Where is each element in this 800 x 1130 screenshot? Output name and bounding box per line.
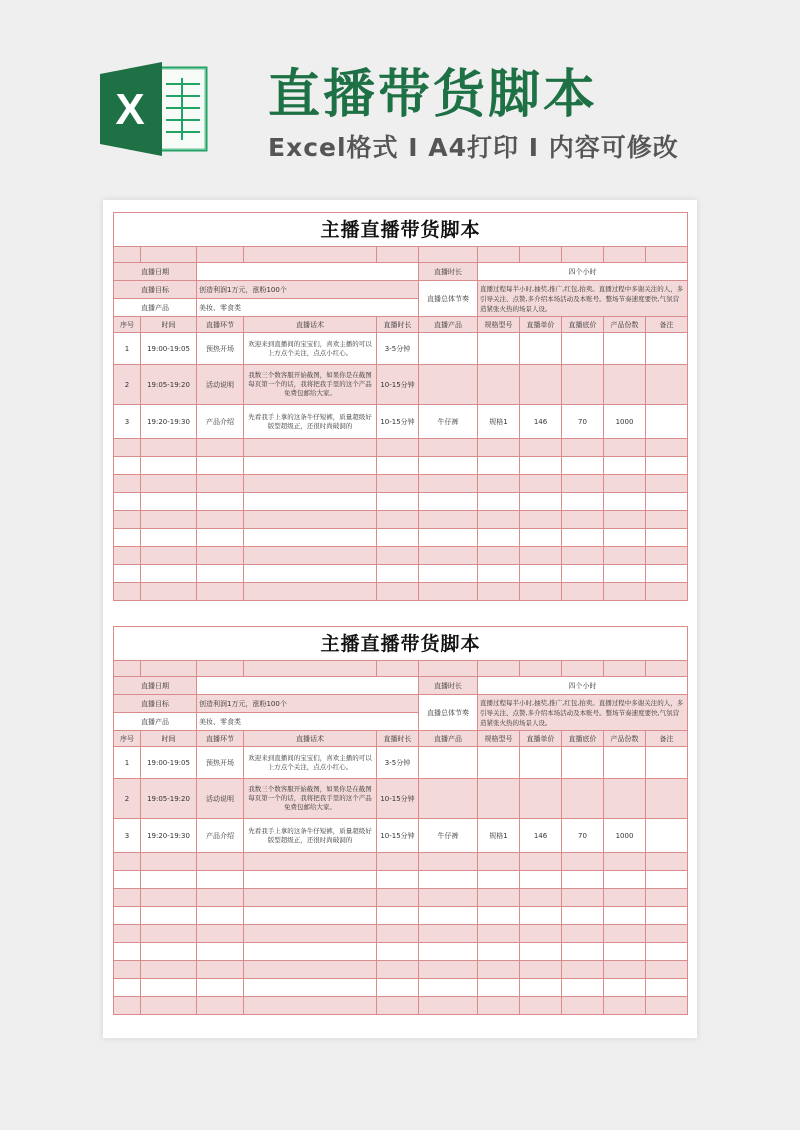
empty-row <box>114 475 688 493</box>
col-header: 规格型号 <box>478 317 520 333</box>
svg-text:X: X <box>115 85 145 134</box>
col-header: 直播产品 <box>419 317 478 333</box>
col-header: 直播底价 <box>562 731 604 747</box>
sheet-title: 主播直播带货脚本 <box>114 213 688 247</box>
empty-row <box>114 979 688 997</box>
table-row: 1 19:00-19:05 预热开场 欢迎来到直播间的宝宝们，喜欢主播的可以上方点个关注，点点小红心。 3-5分钟 <box>114 747 688 779</box>
duration-label: 直播时长 <box>419 263 478 281</box>
col-header: 备注 <box>646 731 688 747</box>
page-title: 直播带货脚本 <box>268 65 599 125</box>
sheet-title: 主播直播带货脚本 <box>114 627 688 661</box>
column-header-row <box>114 731 688 747</box>
rhythm-value[interactable]: 直播过程每半小时,抽奖,推广,红包,拍卖。直播过程中多谢关注的人，多引导关注、点赞,多介绍本场活动及本账号。整场节奏速度要快,气氛营造紧张火热的场景人设。 <box>478 281 688 317</box>
col-header: 直播时长 <box>377 731 419 747</box>
col-header: 直播产品 <box>419 731 478 747</box>
header-banner <box>0 0 800 200</box>
table-row: 3 19:20-19:30 产品介绍 先看我手上拿的这条牛仔短裤，质量超级好版型超级正，还很时尚破洞的 10-15分钟 牛仔裤 规格1 146 70 1000 <box>114 819 688 853</box>
date-label: 直播日期 <box>114 263 197 281</box>
table-row: 2 19:05-19:20 活动说明 我数三个数客服开始截图，如果你是在截图每页第一个的话，我将把我手里的这个产品免费包邮给大家。 10-15分钟 <box>114 365 688 405</box>
empty-row <box>114 961 688 979</box>
empty-row <box>114 853 688 871</box>
empty-row <box>114 511 688 529</box>
empty-row <box>114 583 688 601</box>
col-header: 直播时长 <box>377 317 419 333</box>
page-subtitle: Excel格式 I A4打印 I 内容可修改 <box>268 133 679 162</box>
col-header: 序号 <box>114 731 141 747</box>
empty-row <box>114 493 688 511</box>
table-row: 3 19:20-19:30 产品介绍 先看我手上拿的这条牛仔短裤，质量超级好版型超级正，还很时尚破洞的 10-15分钟 牛仔裤 规格1 146 70 1000 <box>114 405 688 439</box>
column-header-row <box>114 317 688 333</box>
rhythm-label: 直播总体节奏 <box>419 281 478 317</box>
goal-value[interactable]: 创造利润1万元，涨粉100个 <box>197 281 419 299</box>
goal-label: 直播目标 <box>114 695 197 713</box>
col-header: 规格型号 <box>478 731 520 747</box>
rhythm-label: 直播总体节奏 <box>419 695 478 731</box>
empty-row <box>114 997 688 1015</box>
col-header: 直播话术 <box>244 731 377 747</box>
col-header: 时间 <box>141 317 197 333</box>
col-header: 备注 <box>646 317 688 333</box>
col-header: 直播话术 <box>244 317 377 333</box>
script-sheet-1 <box>113 212 688 601</box>
empty-row <box>114 457 688 475</box>
empty-row <box>114 565 688 583</box>
a4-page <box>103 200 697 1038</box>
duration-value[interactable]: 四个小时 <box>478 263 688 281</box>
col-header: 直播环节 <box>197 317 244 333</box>
col-header: 直播底价 <box>562 317 604 333</box>
empty-row <box>114 943 688 961</box>
col-header: 序号 <box>114 317 141 333</box>
col-header: 产品份数 <box>604 731 646 747</box>
empty-row <box>114 439 688 457</box>
empty-row <box>114 871 688 889</box>
script-sheet-2 <box>113 626 688 1015</box>
goal-value[interactable]: 创造利润1万元，涨粉100个 <box>197 695 419 713</box>
duration-value[interactable]: 四个小时 <box>478 677 688 695</box>
duration-label: 直播时长 <box>419 677 478 695</box>
goal-label: 直播目标 <box>114 281 197 299</box>
empty-row <box>114 907 688 925</box>
col-header: 直播单价 <box>520 317 562 333</box>
table-row: 1 19:00-19:05 预热开场 欢迎来到直播间的宝宝们，喜欢主播的可以上方点个关注，点点小红心。 3-5分钟 <box>114 333 688 365</box>
product-label: 直播产品 <box>114 713 197 731</box>
date-label: 直播日期 <box>114 677 197 695</box>
col-header: 时间 <box>141 731 197 747</box>
empty-row <box>114 925 688 943</box>
empty-row <box>114 889 688 907</box>
empty-row <box>114 529 688 547</box>
col-header: 产品份数 <box>604 317 646 333</box>
empty-row <box>114 547 688 565</box>
col-header: 直播环节 <box>197 731 244 747</box>
col-header: 直播单价 <box>520 731 562 747</box>
excel-icon <box>100 60 208 158</box>
product-value[interactable]: 美妆、零食类 <box>197 299 419 317</box>
product-value[interactable]: 美妆、零食类 <box>197 713 419 731</box>
product-label: 直播产品 <box>114 299 197 317</box>
rhythm-value[interactable]: 直播过程每半小时,抽奖,推广,红包,拍卖。直播过程中多谢关注的人，多引导关注、点赞,多介绍本场活动及本账号。整场节奏速度要快,气氛营造紧张火热的场景人设。 <box>478 695 688 731</box>
table-row: 2 19:05-19:20 活动说明 我数三个数客服开始截图，如果你是在截图每页第一个的话，我将把我手里的这个产品免费包邮给大家。 10-15分钟 <box>114 779 688 819</box>
date-value[interactable] <box>197 677 419 695</box>
date-value[interactable] <box>197 263 419 281</box>
